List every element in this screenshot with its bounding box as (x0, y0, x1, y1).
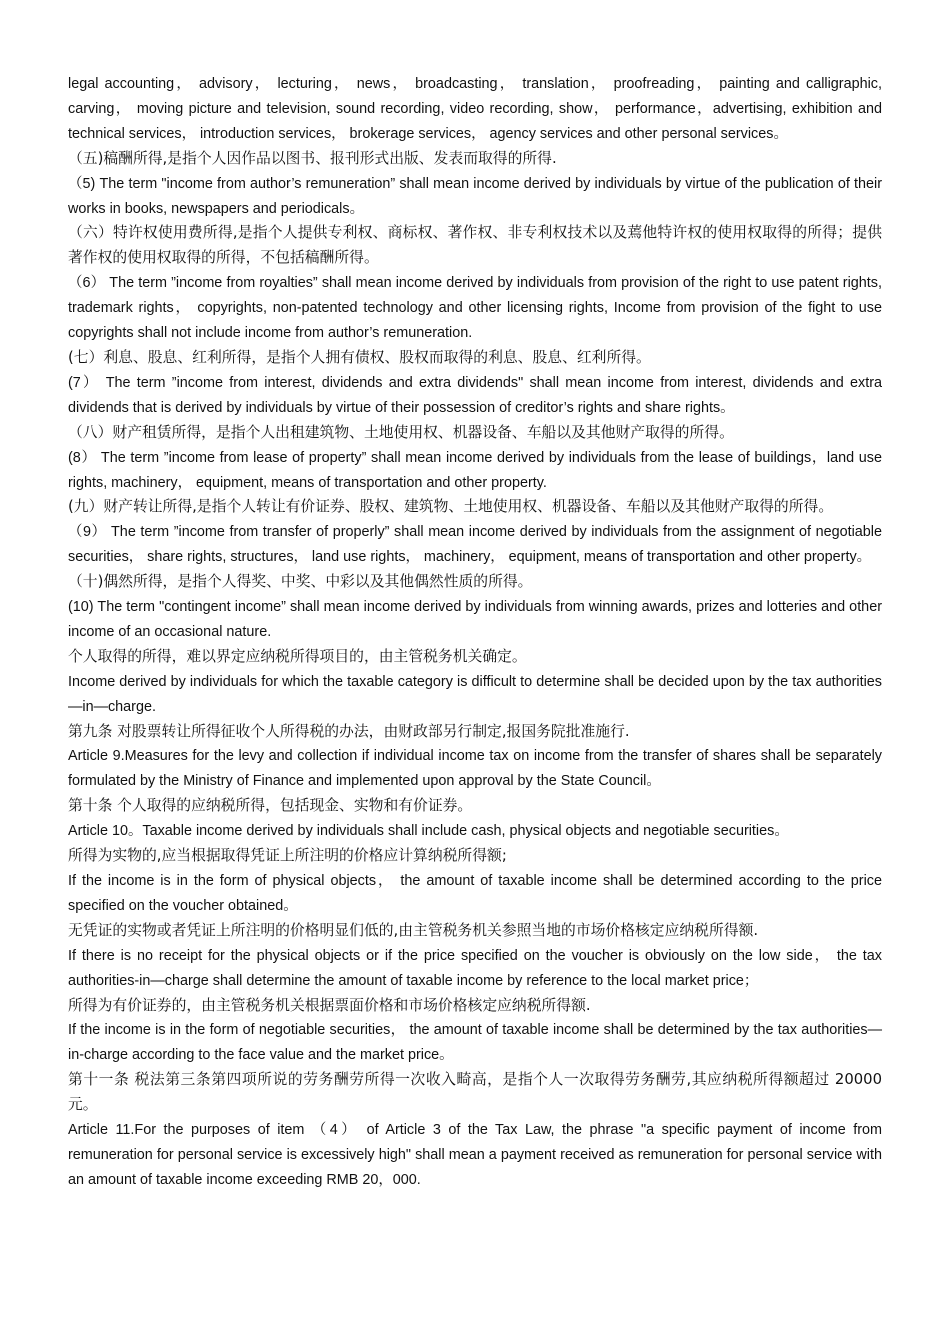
paragraph-zh-article-9: 第九条 对股票转让所得征收个人所得税的办法，由财政部另行制定,报国务院批准施行. (68, 722, 630, 740)
paragraph-en-physical-objects: If the income is in the form of physical objects， the amount of taxable income shall be determined according to the price specified on the voucher obtained。 (68, 873, 882, 914)
paragraph-en-item-7: (7） The term ”income from interest, dividends and extra dividends" shall mean income from interest, dividends and extra dividends that is derived by individuals by virtue of their possession of creditor’s rights and share rights。 (68, 374, 882, 416)
paragraph-en-article-10: Article 10。Taxable income derived by individuals shall include cash, physical objects and negotiable securities。 (68, 823, 789, 840)
paragraph-zh-physical-objects: 所得为实物的,应当根据取得凭证上所注明的价格应计算纳税所得额; (68, 847, 507, 865)
paragraph-zh-no-voucher: 无凭证的实物或者凭证上所注明的价格明显们低的,由主管税务机关参照当地的市场价格核定应纳税所得额. (68, 921, 759, 939)
paragraph-en-item-8: (8） The term ”income from lease of property” shall mean income derived by individuals from the lease of buildings，land use rights, machinery， equipment, means of transportation and other property. (68, 449, 882, 491)
paragraph-en-article-11: Article 11.For the purposes of item （4） of Article 3 of the Tax Law, the phrase "a specific payment of income from remuneration for personal service is excessively high" shall mean a payment received as remuneration for personal service with an amount of taxable income exceeding RMB 20，000. (68, 1122, 882, 1188)
paragraph-en-services-list: legal accounting， advisory， lecturing， news， broadcasting， translation， proofreading， painting and calligraphic, carving， moving picture and television, sound recording, video recording, show， performance，advertising, exhibition and technical services， introduction services， brokerage services， agency services and other personal services。 (68, 76, 882, 142)
paragraph-en-item-5: （5) The term "income from author’s remuneration” shall mean income derived by individuals by virtue of the publication of their works in books, newspapers and periodicals。 (68, 175, 882, 217)
paragraph-zh-securities: 所得为有价证券的，由主管税务机关根据票面价格和市场价格核定应纳税所得额. (68, 996, 591, 1014)
paragraph-en-article-9: Article 9.Measures for the levy and collection if individual income tax on income from the transfer of shares shall be separately formulated by the Ministry of Finance and implemented upon approval by the State Council。 (68, 748, 882, 790)
paragraph-en-securities: If the income is in the form of negotiable securities， the amount of taxable income shall be determined by the tax authorities—in-charge according to the face value and the market price。 (68, 1022, 882, 1064)
paragraph-zh-undefined-income: 个人取得的所得，难以界定应纳税所得项目的，由主管税务机关确定。 (68, 647, 527, 665)
paragraph-zh-item-10: （十)偶然所得，是指个人得奖、中奖、中彩以及其他偶然性质的所得。 (68, 573, 533, 591)
paragraph-en-undefined-income: Income derived by individuals for which the taxable category is difficult to determine shall be decided upon by the tax authorities—in—charge. (68, 673, 882, 715)
paragraph-zh-item-5: （五)稿酬所得,是指个人因作品以图书、报刊形式出版、发表而取得的所得. (68, 149, 557, 167)
paragraph-zh-item-8: （八）财产租赁所得，是指个人出租建筑物、土地使用权、机器设备、车船以及其他财产取得的所得。 (68, 423, 734, 441)
paragraph-zh-item-9: (九）财产转让所得,是指个人转让有价证券、股权、建筑物、土地使用权、机器设备、车船以及其他财产取得的所得。 (68, 498, 834, 516)
paragraph-en-item-9: （9） The term ”income from transfer of properly” shall mean income derived by individuals from the assignment of negotiable securities， share rights, structures， land use rights， machinery， equipment, means of transportation and other property。 (68, 524, 882, 566)
paragraph-zh-article-11: 第十一条 税法第三条第四项所说的劳务酬劳所得一次收入畸高，是指个人一次取得劳务酬劳,其应纳税所得额超过 20000 元。 (68, 1071, 882, 1114)
document-page (68, 72, 882, 1193)
paragraph-en-no-voucher: If there is no receipt for the physical objects or if the price specified on the voucher is obviously on the low side， the tax authorities-in—charge shall determine the amount of taxable income by reference to the local market price； (68, 947, 882, 989)
paragraph-en-item-10: (10) The term "contingent income” shall mean income derived by individuals from winning awards, prizes and lotteries and other income of an occasional nature. (68, 599, 882, 640)
paragraph-en-item-6: （6） The term ”income from royalties” shall mean income derived by individuals from provision of the right to use patent rights, trademark rights， copyrights, non-patented technology and other licensing rights, Income from provision of the fight to use copyrights shall not include income from author’s remuneration. (68, 275, 882, 342)
paragraph-zh-article-10: 第十条 个人取得的应纳税所得，包括现金、实物和有价证券。 (68, 797, 473, 815)
paragraph-zh-item-6: （六）特许权使用费所得,是指个人提供专利权、商标权、著作权、非专利权技术以及蔫他特许权的使用权取得的所得；提供著作权的使用权取得的所得，不包括稿酬所得。 (68, 224, 882, 267)
paragraph-zh-item-7: (七）利息、股息、红利所得，是指个人拥有债权、股权而取得的利息、股息、红利所得。 (68, 348, 651, 366)
